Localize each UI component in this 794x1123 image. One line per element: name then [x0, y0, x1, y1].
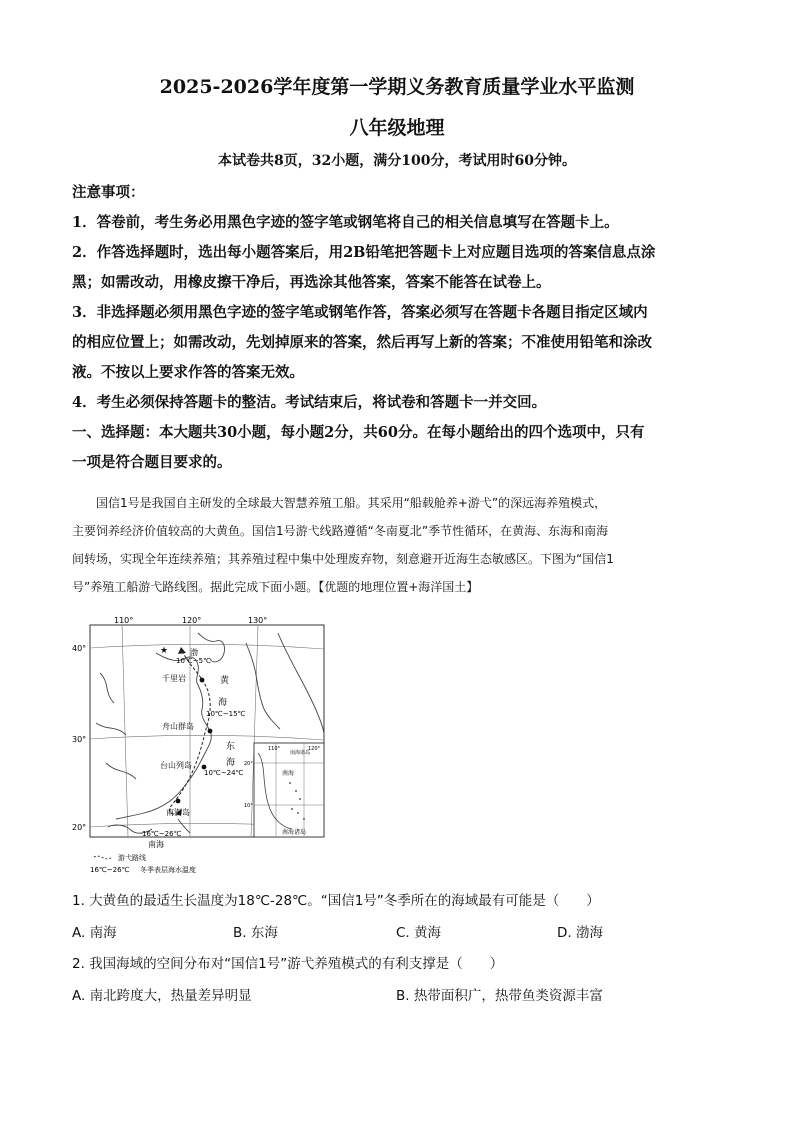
notice-item-3b: 的相应位置上；如需改动，先划掉原来的答案，然后再写上新的答案；不准使用铅笔和涂改	[72, 334, 652, 351]
q1-option-d: D. 渤海	[557, 925, 603, 941]
stop-zhoushan	[208, 729, 213, 734]
inset-lon-b: 120°	[308, 746, 321, 752]
temp-donghai: 10℃~24℃	[204, 769, 244, 777]
label-zhoushan: 舟山群岛	[162, 722, 194, 731]
inset-lat-b: 10°	[244, 803, 253, 809]
notice-item-4: 4．考生必须保持答题卡的整洁。考试结束后，将试卷和答题卡一并交回。	[72, 394, 547, 411]
route-map	[72, 613, 338, 875]
passage-line-3: 间转场，实现全年连续养殖；其养殖过程中集中处理废弃物，刻意避开近海生态敏感区。下图为“国信1	[72, 552, 614, 566]
capital-star-icon: ★	[160, 646, 169, 656]
label-bohai: 渤	[190, 648, 198, 657]
temp-bohai: 10℃~5℃	[176, 657, 211, 665]
lat-label-20: 20°	[72, 823, 87, 832]
stop-qianliyan	[200, 678, 205, 683]
inset-label-sea: 南海	[282, 770, 295, 777]
notice-item-3c: 液。不按以上要求作答的答案无效。	[72, 364, 304, 381]
lon-label-110: 110°	[114, 616, 134, 625]
exam-info: 本试卷共8页，32小题，满分100分，考试用时60分钟。	[218, 153, 576, 169]
notice-block	[72, 178, 722, 478]
inset-label-bottom: 南海诸岛	[282, 829, 307, 836]
lon-label-120: 120°	[182, 616, 202, 625]
q2-option-a: A. 南北跨度大，热量差异明显	[72, 988, 252, 1004]
question-1-stem: 1. 大黄鱼的最适生长温度为18℃-28℃。“国信1号”冬季所在的海域最有可能是（ ）	[72, 893, 600, 909]
temp-nanhai: 16℃~26℃	[142, 830, 182, 838]
reading-passage	[72, 489, 727, 601]
sea-label-dong: 东	[226, 742, 236, 752]
temp-huanghai: 10℃~15℃	[206, 710, 246, 718]
passage-line-2: 主要饲养经济价值较高的大黄鱼。国信1号游弋线路遵循“冬南夏北”季节性循环，在黄海、东海和南海	[72, 524, 609, 538]
sea-label-nanhai: 南海	[148, 840, 164, 849]
inset-lat-a: 20°	[244, 761, 253, 767]
label-taishan: 台山列岛	[160, 761, 192, 770]
q1-option-a: A. 南海	[72, 925, 117, 941]
subject-title: 八年级地理	[349, 117, 445, 139]
label-nanpeng: 南澎岛	[166, 808, 190, 817]
section-heading-1: 一、选择题：本大题共30小题，每小题2分，共60分。在每小题给出的四个选项中，只有	[72, 424, 645, 441]
lat-label-40: 40°	[72, 644, 87, 653]
passage-line-4: 号”养殖工船游弋路线图。据此完成下面小题。【优题的地理位置+海洋国土】	[72, 580, 479, 594]
legend-route-label: 游弋路线	[118, 854, 146, 862]
lat-label-30: 30°	[72, 735, 87, 744]
inset-label-top: 南海诸岛	[290, 750, 311, 756]
question-2-stem: 2. 我国海域的空间分布对“国信1号”游弋养殖模式的有利支撑是（ ）	[72, 956, 504, 972]
legend-temp-sample: 16℃~26℃	[90, 866, 130, 874]
q1-option-c: C. 黄海	[396, 925, 442, 941]
legend-route-icon	[94, 856, 112, 859]
notice-item-2a: 2．作答选择题时，选出每小题答案后，用2B铅笔把答题卡上对应题目选项的答案信息点涂	[72, 244, 656, 261]
q2-option-b: B. 热带面积广，热带鱼类资源丰富	[396, 988, 603, 1004]
notice-item-2b: 黑；如需改动，用橡皮擦干净后，再选涂其他答案，答案不能答在试卷上。	[72, 274, 551, 291]
sea-label-hai-2: 海	[226, 758, 236, 768]
stop-nanpeng	[176, 799, 181, 804]
sea-label-huang: 黄	[220, 676, 230, 686]
q1-option-b: B. 东海	[233, 925, 278, 941]
sea-label-hai-1: 海	[218, 698, 228, 708]
notice-item-3a: 3．非选择题必须用黑色字迹的签字笔或钢笔作答，答案必须写在答题卡各题目指定区域内	[72, 304, 648, 321]
inset-frame	[254, 743, 324, 837]
section-heading-2: 一项是符合题目要求的。	[72, 454, 232, 471]
notice-heading: 注意事项：	[72, 184, 145, 201]
legend-temp-desc: 冬季表层海水温度	[140, 866, 196, 874]
lon-label-130: 130°	[248, 616, 268, 625]
label-qianliyan: 千里岩	[162, 674, 186, 683]
notice-item-1: 1．答卷前，考生务必用黑色字迹的签字笔或钢笔将自己的相关信息填写在答题卡上。	[72, 214, 619, 231]
passage-line-1: 国信1号是我国自主研发的全球最大智慧养殖工船。其采用“船载舱养+游弋”的深远海养殖模式，	[96, 496, 607, 510]
inset-lon-a: 110°	[268, 746, 281, 752]
exam-title: 2025-2026学年度第一学期义务教育质量学业水平监测	[159, 76, 635, 98]
